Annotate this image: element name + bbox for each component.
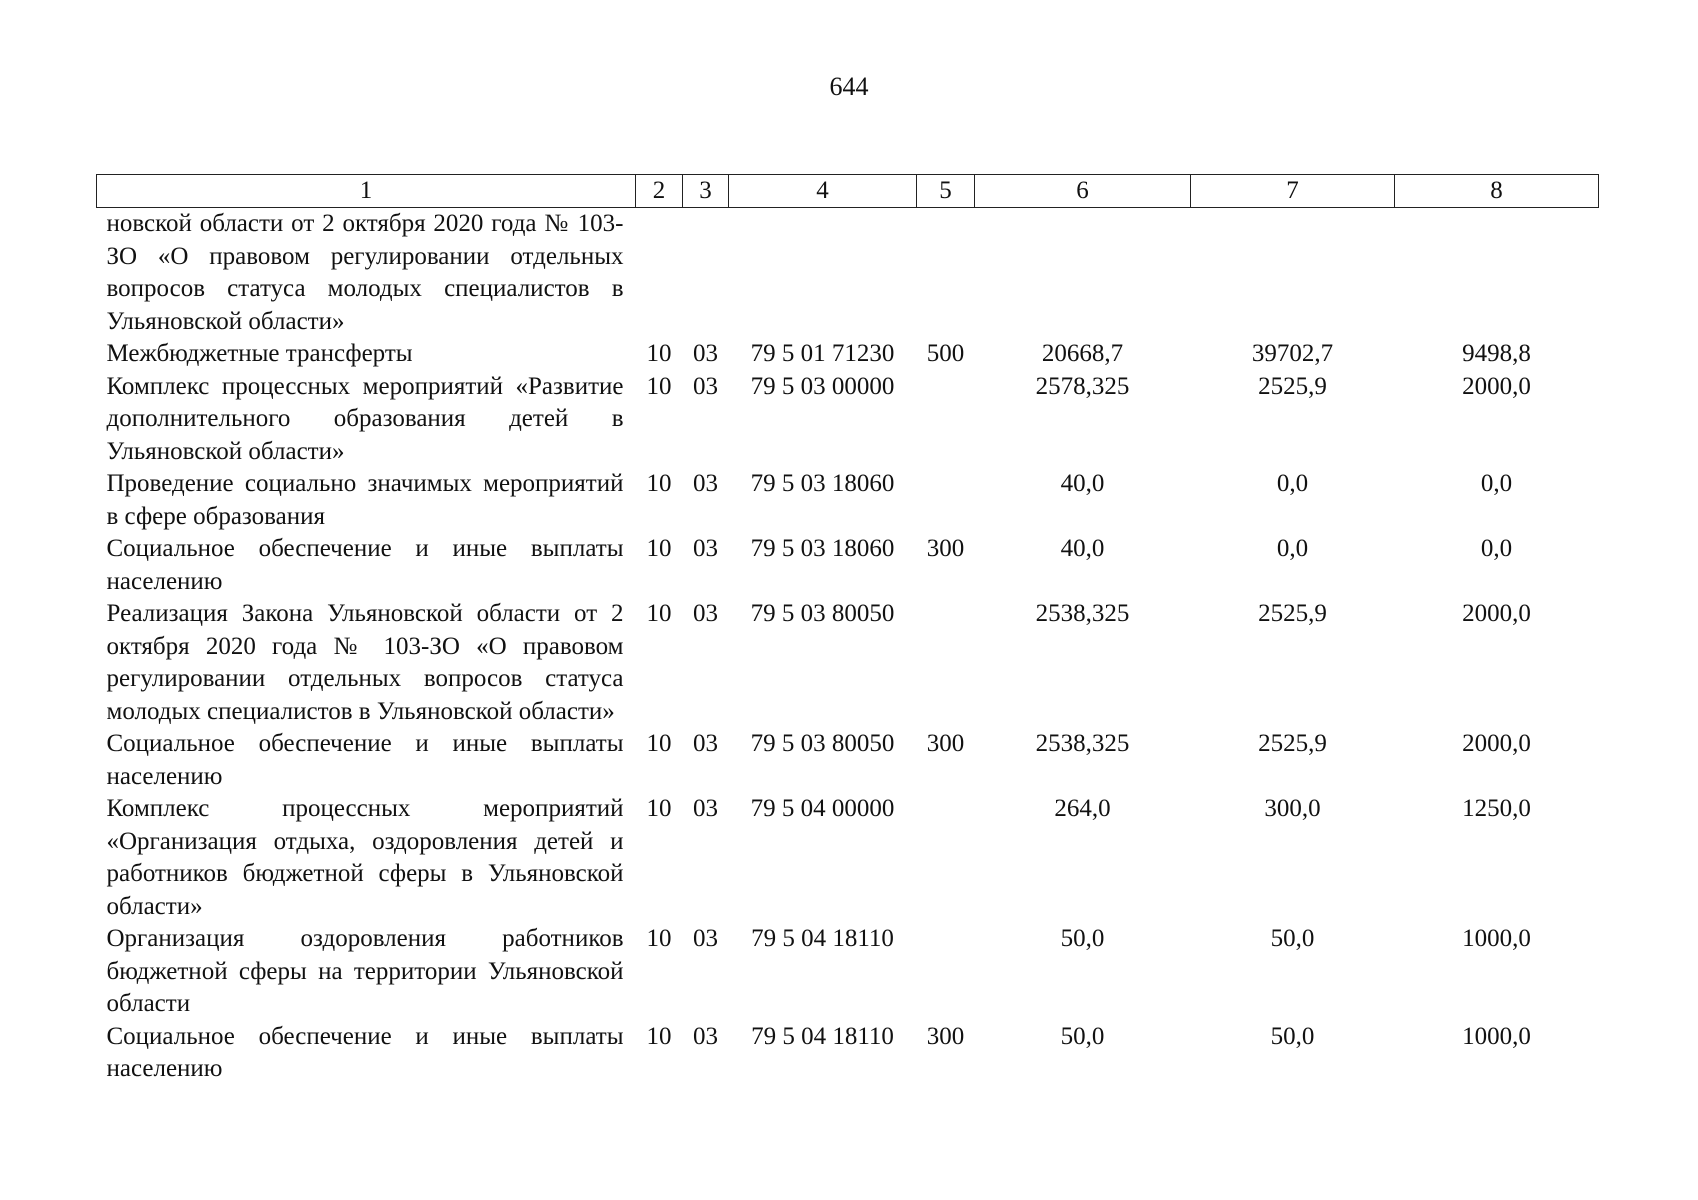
row-target-article-cell: 79 5 03 00000 — [750, 372, 895, 400]
row-expense-type-cell: 300 — [926, 535, 965, 562]
row-amount-col8-cell: 1250,0 — [1462, 795, 1531, 822]
row-target-article-cell: 79 5 04 18110 — [751, 925, 894, 952]
row-amount-col6-cell: 20668,7 — [1041, 340, 1124, 367]
row-expense-type-cell: 500 — [926, 340, 965, 367]
row-subsection-cell: 03 — [693, 795, 718, 822]
table-header — [97, 175, 1599, 208]
row-amount-col7-cell: 39702,7 — [1251, 340, 1334, 367]
row-amount-col6-cell: 40,0 — [1060, 535, 1105, 562]
row-expense-type-cell — [917, 371, 975, 469]
row-name-cell: Проведение социально значимых мероприятий в сфере образования — [106, 470, 624, 530]
row-section-cell: 10 — [646, 340, 672, 367]
row-expense-type-cell: 300 — [926, 1022, 965, 1050]
row-section-cell: 10 — [646, 925, 672, 952]
table-row — [97, 728, 1599, 793]
row-expense-type-cell — [917, 598, 975, 728]
table-row — [97, 338, 1599, 371]
row-expense-type-cell: 300 — [926, 730, 965, 757]
row-target-article-cell: 79 5 03 18060 — [750, 535, 895, 562]
table-row — [97, 533, 1599, 598]
column-header-8: 8 — [1395, 175, 1599, 208]
row-amount-col6-cell: 2538,325 — [1035, 730, 1130, 757]
row-expense-type-cell — [917, 923, 975, 1021]
row-target-article-cell: 79 5 04 00000 — [750, 795, 895, 822]
row-amount-col8-cell — [1395, 208, 1599, 339]
column-header-4: 4 — [729, 175, 917, 208]
row-amount-col8-cell: 1000,0 — [1462, 1022, 1531, 1050]
column-number-row — [97, 175, 1599, 208]
row-amount-col6-cell: 264,0 — [1054, 795, 1111, 822]
row-target-article-cell: 79 5 03 80050 — [750, 600, 895, 627]
row-subsection-cell: 03 — [693, 1022, 718, 1050]
row-subsection-cell: 03 — [693, 925, 718, 952]
row-target-article-cell: 79 5 03 80050 — [750, 730, 895, 757]
row-subsection-cell: 03 — [693, 730, 718, 757]
row-subsection-cell: 03 — [693, 470, 718, 497]
row-section-cell: 10 — [646, 535, 672, 562]
row-amount-col7-cell: 2525,9 — [1258, 600, 1327, 627]
row-name-cell: Социальное обеспечение и иные выплаты населению — [106, 535, 624, 595]
row-name-cell: Межбюджетные трансферты — [106, 340, 413, 367]
table-row — [97, 1021, 1599, 1086]
row-target-article-cell: 79 5 03 18060 — [750, 470, 895, 497]
row-subsection-cell: 03 — [693, 600, 718, 627]
row-subsection-cell: 03 — [693, 535, 718, 562]
row-name-cell: Реализация Закона Ульяновской области от 2 октября 2020 года № 103-ЗО «О правовом регулировании отдельных вопросов статуса молодых специалистов в Ульяновской области» — [106, 600, 624, 725]
page-number: 644 — [829, 72, 869, 101]
row-amount-col6-cell: 2578,325 — [1035, 372, 1130, 400]
row-subsection-cell — [683, 208, 729, 339]
column-header-1: 1 — [97, 175, 636, 208]
row-section-cell: 10 — [646, 1022, 672, 1050]
row-amount-col8-cell: 9498,8 — [1462, 340, 1531, 367]
row-name-cell: Организация оздоровления работников бюджетной сферы на территории Ульяновской области — [106, 925, 624, 1017]
row-expense-type-cell — [917, 208, 975, 339]
row-amount-col8-cell: 0,0 — [1480, 535, 1513, 562]
row-name-cell: Комплекс процессных мероприятий «Развитие дополнительного образования детей в Ульяновской области» — [106, 372, 624, 465]
row-section-cell: 10 — [646, 730, 672, 757]
row-target-article-cell — [729, 208, 917, 339]
row-subsection-cell: 03 — [693, 340, 718, 367]
row-target-article-cell: 79 5 01 71230 — [750, 340, 895, 367]
row-amount-col6-cell: 2538,325 — [1035, 600, 1130, 627]
row-name-cell: Социальное обеспечение и иные выплаты населению — [106, 1022, 624, 1082]
row-expense-type-cell — [917, 793, 975, 923]
row-name-cell: Социальное обеспечение и иные выплаты населению — [106, 730, 624, 790]
row-amount-col8-cell: 0,0 — [1480, 470, 1513, 497]
row-section-cell: 10 — [646, 795, 672, 822]
row-amount-col6-cell: 50,0 — [1060, 1022, 1105, 1050]
row-section-cell: 10 — [646, 600, 672, 627]
row-amount-col7-cell: 0,0 — [1276, 535, 1309, 562]
table-row — [97, 468, 1599, 533]
row-amount-col7-cell: 50,0 — [1270, 925, 1315, 952]
row-amount-col7-cell: 50,0 — [1270, 1022, 1315, 1050]
row-amount-col7-cell — [1191, 208, 1395, 339]
row-amount-col6-cell — [975, 208, 1191, 339]
column-header-2: 2 — [636, 175, 683, 208]
row-name-cell: новской области от 2 октября 2020 года № 103-ЗО «О правовом регулировании отдельных вопросов статуса молодых специалистов в Ульяновской области» — [106, 210, 624, 335]
table-row — [97, 598, 1599, 728]
row-name-cell: Комплекс процессных мероприятий «Организация отдыха, оздоровления детей и работников бюджетной сферы в Ульяновской области» — [106, 795, 624, 920]
budget-table — [96, 174, 1599, 1086]
column-header-3: 3 — [683, 175, 729, 208]
row-expense-type-cell — [917, 468, 975, 533]
row-amount-col7-cell: 2525,9 — [1258, 372, 1327, 400]
column-header-5: 5 — [917, 175, 975, 208]
row-amount-col8-cell: 2000,0 — [1462, 372, 1531, 400]
row-section-cell: 10 — [646, 372, 672, 400]
table-row — [97, 371, 1599, 469]
row-amount-col7-cell: 0,0 — [1276, 470, 1309, 497]
row-amount-col8-cell: 2000,0 — [1462, 730, 1531, 757]
table-row — [97, 923, 1599, 1021]
row-amount-col8-cell: 2000,0 — [1462, 600, 1531, 627]
row-amount-col7-cell: 2525,9 — [1258, 730, 1327, 757]
row-amount-col8-cell: 1000,0 — [1462, 925, 1531, 952]
table-row — [97, 793, 1599, 923]
column-header-6: 6 — [975, 175, 1191, 208]
row-amount-col6-cell: 40,0 — [1060, 470, 1105, 497]
row-section-cell — [636, 208, 683, 339]
row-target-article-cell: 79 5 04 18110 — [751, 1022, 894, 1050]
row-section-cell: 10 — [646, 470, 672, 497]
row-amount-col6-cell: 50,0 — [1060, 925, 1105, 952]
table-body — [97, 208, 1599, 1086]
row-amount-col7-cell: 300,0 — [1264, 795, 1321, 822]
table-row — [97, 208, 1599, 339]
column-header-7: 7 — [1191, 175, 1395, 208]
row-subsection-cell: 03 — [693, 372, 718, 400]
